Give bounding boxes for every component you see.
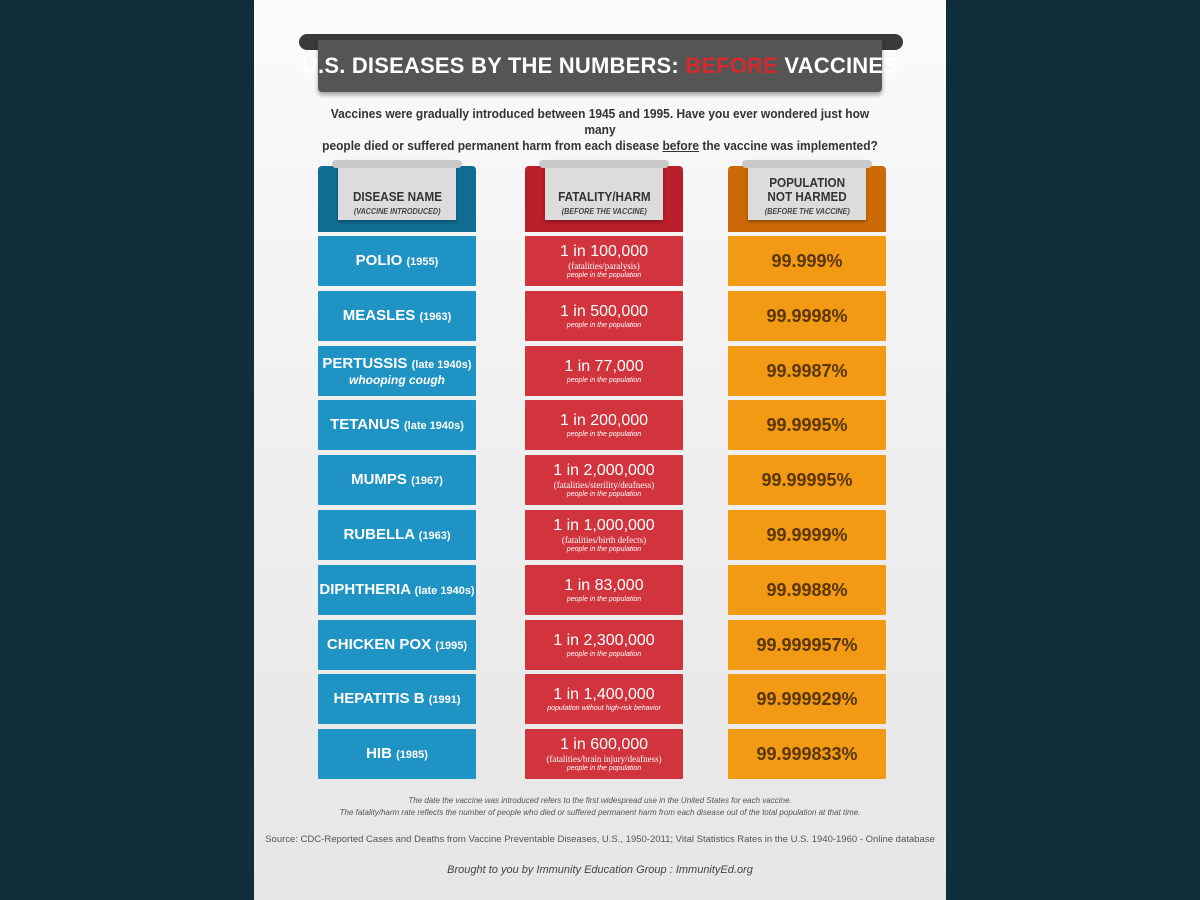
header-subtitle: (VACCINE INTRODUCED) [353,207,441,216]
disease-cell [318,291,476,341]
population-cell [728,236,886,286]
fatality-rate: 1 in 77,000 [564,357,644,375]
intro-line2-pre: people died or suffered permanent harm from each disease [322,138,663,153]
population-note: people in the population [566,430,642,438]
header-subtitle: (BEFORE THE VACCINE) [561,207,647,216]
disease-name-line [319,581,474,600]
disease-cell [318,346,476,396]
fatality-rate: 1 in 1,400,000 [553,685,655,703]
intro-line2 [318,138,881,154]
percent-not-harmed: 99.999833% [756,743,858,764]
source-citation: Source: CDC-Reported Cases and Deaths from Vaccine Preventable Diseases, U.S., 1950-2011; Vital Statistics Rates in the U.S. 1940-1960 - Online database [265,834,935,845]
intro-underlined: before [662,138,700,153]
intro-line1: Vaccines were gradually introduced between 1945 and 1995. Have you ever wondered just how many [330,106,870,137]
fatality-rate: 1 in 2,300,000 [553,631,655,649]
percent-not-harmed: 99.9995% [766,414,848,435]
population-cell [728,346,886,396]
fatality-note: (fatalities/brain injury/deafness) [546,753,662,764]
disease-cell [318,620,476,670]
footnote-line1: The date the vaccine was introduced refers to the first widespread use in the United States for each vaccine. [408,796,792,805]
population-note: people in the population [566,321,642,329]
disease-common-name: whooping cough [349,373,445,387]
fatality-cell [525,620,683,670]
footnote [284,795,916,819]
disease-name: PERTUSSIS [322,355,408,372]
population-note: population without high-risk behavior [547,704,661,712]
header-title: FATALITY/HARM [557,189,651,204]
fatality-rate: 1 in 200,000 [559,411,649,429]
percent-not-harmed: 99.999% [771,250,843,271]
vaccine-year: (late 1940s) [414,584,475,597]
percent-not-harmed: 99.9999% [766,524,848,545]
fatality-rate: 1 in 600,000 [559,735,649,753]
disease-name: DIPHTHERIA [319,580,411,598]
disease-name: CHICKEN POX [326,635,432,653]
fatality-cell [525,455,683,505]
fatality-rate: 1 in 1,000,000 [553,516,655,534]
disease-name: HEPATITIS B [333,689,425,707]
population-cell [728,620,886,670]
disease-name-line [322,355,471,374]
header-title: DISEASE NAME [352,189,442,204]
disease-name: TETANUS [330,415,400,433]
fatality-cell [525,236,683,286]
vaccine-year: (1963) [418,529,451,542]
population-cell [728,729,886,779]
population-cell [728,400,886,450]
percent-not-harmed: 99.999929% [756,688,858,709]
intro-line2-post: the vaccine was implemented? [699,138,878,153]
vaccine-year: (late 1940s) [411,359,472,371]
population-note: people in the population [566,545,642,553]
intro-text [318,106,881,154]
disease-name: HIB [366,744,392,762]
vaccine-year: (1963) [419,310,452,323]
population-note: people in the population [566,376,642,384]
infographic-poster [254,0,946,900]
population-cell [728,291,886,341]
header-title-line2: NOT HARMED [767,189,847,204]
fatality-rate: 1 in 500,000 [559,302,649,320]
header-card [545,160,663,220]
header-disease-name [318,160,476,232]
fatality-rate: 1 in 100,000 [559,242,649,260]
fatality-cell [525,400,683,450]
disease-name-line [366,745,428,764]
disease-cell [318,510,476,560]
footnote-line2: The fatality/harm rate reflects the number of people who died or suffered permanent harm from each disease out of the total population at that time. [339,808,861,817]
vaccine-year: (1967) [411,474,443,487]
vaccine-year: (late 1940s) [403,419,464,432]
header-title-line1: POPULATION [769,175,845,190]
disease-name-line [343,526,450,545]
disease-cell [318,674,476,724]
percent-not-harmed: 99.999957% [756,634,858,655]
fatality-rate: 1 in 2,000,000 [553,461,655,479]
disease-cell [318,565,476,615]
header-card [338,160,456,220]
percent-not-harmed: 99.9998% [766,305,848,326]
disease-name: MEASLES [342,306,416,324]
fatality-cell [525,291,683,341]
fatality-cell [525,510,683,560]
disease-name-line [351,471,443,490]
disease-name-line [343,307,451,326]
vaccine-year: (1995) [435,639,468,652]
header-card [748,160,866,220]
disease-name-line [333,690,460,709]
fatality-cell [525,346,683,396]
percent-not-harmed: 99.9987% [766,360,848,381]
header-subtitle: (BEFORE THE VACCINE) [764,207,850,216]
fatality-cell [525,565,683,615]
title-part1: U.S. DISEASES BY THE NUMBERS: [301,53,686,78]
credit-line: Brought to you by Immunity Education Group : ImmunityEd.org [447,864,753,876]
fatality-cell [525,729,683,779]
vaccine-year: (1991) [428,693,461,706]
disease-name: MUMPS [351,470,407,488]
population-note: people in the population [566,650,642,658]
vaccine-year: (1955) [406,255,439,268]
percent-not-harmed: 99.99995% [761,469,853,490]
fatality-note: (fatalities/paralysis) [568,260,640,271]
fatality-note: (fatalities/birth defects) [561,534,647,545]
population-note: people in the population [566,490,642,498]
disease-cell [318,455,476,505]
disease-cell [318,236,476,286]
population-cell [728,565,886,615]
fatality-note: (fatalities/sterility/deafness) [553,479,655,490]
disease-name-line [356,252,439,271]
population-note: people in the population [566,764,642,772]
fatality-rate: 1 in 83,000 [564,576,644,594]
header-fatality-harm [525,160,683,232]
fatality-cell [525,674,683,724]
population-cell [728,455,886,505]
disease-name-line [327,636,467,655]
disease-cell [318,400,476,450]
population-cell [728,510,886,560]
population-cell [728,674,886,724]
title-banner [301,40,899,92]
header-population-not-harmed [728,160,886,232]
population-note: people in the population [566,271,642,279]
disease-name: POLIO [355,251,403,269]
population-note: people in the population [566,595,642,603]
disease-name: RUBELLA [343,525,415,543]
disease-cell [318,729,476,779]
percent-not-harmed: 99.9988% [766,579,848,600]
disease-name-line [330,416,464,435]
title-part2: VACCINES [778,53,899,78]
title-accent: BEFORE [685,53,779,78]
vaccine-year: (1985) [396,748,428,761]
